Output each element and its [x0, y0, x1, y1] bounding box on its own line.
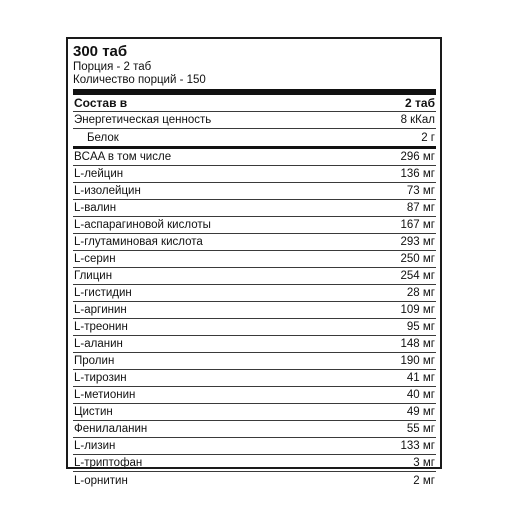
amino-row	[73, 472, 436, 489]
amino-value: 2 мг	[413, 475, 435, 487]
amino-value: 41 мг	[406, 372, 435, 384]
amino-row	[73, 268, 436, 285]
energy-row	[73, 112, 436, 129]
amino-row	[73, 404, 436, 421]
nutrition-facts-panel	[66, 37, 442, 487]
amino-row	[73, 353, 436, 370]
amino-row	[73, 183, 436, 200]
amino-value: 293 мг	[400, 236, 435, 248]
amino-label: L-тирозин	[74, 372, 127, 384]
composition-header-row	[73, 95, 436, 112]
composition-header-value: 2 таб	[405, 96, 435, 110]
protein-label: Белок	[87, 132, 119, 144]
amino-value: 49 мг	[406, 406, 435, 418]
amino-row	[73, 251, 436, 268]
amino-label: L-валин	[74, 202, 117, 214]
amino-row	[73, 200, 436, 217]
amino-label: L-гистидин	[74, 287, 132, 299]
amino-value: 254 мг	[400, 270, 435, 282]
amino-row	[73, 166, 436, 183]
amino-row	[73, 149, 436, 166]
amino-label: L-орнитин	[74, 475, 128, 487]
amino-value: 3 мг	[413, 457, 435, 469]
protein-value: 2 г	[421, 132, 435, 144]
amino-value: 40 мг	[406, 389, 435, 401]
amino-row	[73, 438, 436, 455]
amino-row	[73, 285, 436, 302]
amino-row	[73, 455, 436, 472]
amino-row	[73, 421, 436, 438]
amino-value: 148 мг	[400, 338, 435, 350]
energy-label: Энергетическая ценность	[74, 114, 212, 126]
amino-label: BCAA в том числе	[74, 151, 172, 163]
amino-value: 296 мг	[400, 151, 435, 163]
amino-value: 87 мг	[406, 202, 435, 214]
amino-value: 95 мг	[406, 321, 435, 333]
amino-value: 136 мг	[400, 168, 435, 180]
amino-value: 109 мг	[400, 304, 435, 316]
amino-label: L-изолейцин	[74, 185, 141, 197]
amino-label: L-аспарагиновой кислоты	[74, 219, 211, 231]
amino-label: Цистин	[74, 406, 113, 418]
product-title: 300 таб	[73, 43, 128, 60]
composition-header-label: Состав в	[74, 96, 128, 110]
protein-row	[73, 129, 436, 146]
amino-row	[73, 319, 436, 336]
amino-label: Глицин	[74, 270, 113, 282]
amino-row	[73, 336, 436, 353]
amino-label: L-лизин	[74, 440, 116, 452]
amino-value: 73 мг	[406, 185, 435, 197]
amino-value: 133 мг	[400, 440, 435, 452]
amino-value: 167 мг	[400, 219, 435, 231]
amino-value: 250 мг	[400, 253, 435, 265]
serving-size: Порция - 2 таб	[73, 61, 152, 73]
amino-label: L-метионин	[74, 389, 136, 401]
amino-acid-list	[73, 149, 436, 489]
energy-value: 8 кКал	[400, 114, 435, 126]
amino-label: L-триптофан	[74, 457, 143, 469]
amino-label: L-глутаминовая кислота	[74, 236, 203, 248]
amino-label: Фенилаланин	[74, 423, 148, 435]
amino-label: L-треонин	[74, 321, 128, 333]
amino-row	[73, 302, 436, 319]
amino-row	[73, 387, 436, 404]
amino-label: L-лейцин	[74, 168, 124, 180]
amino-row	[73, 234, 436, 251]
amino-label: L-аланин	[74, 338, 123, 350]
nutrition-facts-content	[73, 42, 436, 489]
amino-row	[73, 370, 436, 387]
amino-value: 55 мг	[406, 423, 435, 435]
servings-count: Количество порций - 150	[73, 74, 206, 86]
amino-label: Пролин	[74, 355, 115, 367]
amino-label: L-аргинин	[74, 304, 127, 316]
amino-value: 190 мг	[400, 355, 435, 367]
amino-value: 28 мг	[406, 287, 435, 299]
amino-label: L-серин	[74, 253, 116, 265]
amino-row	[73, 217, 436, 234]
